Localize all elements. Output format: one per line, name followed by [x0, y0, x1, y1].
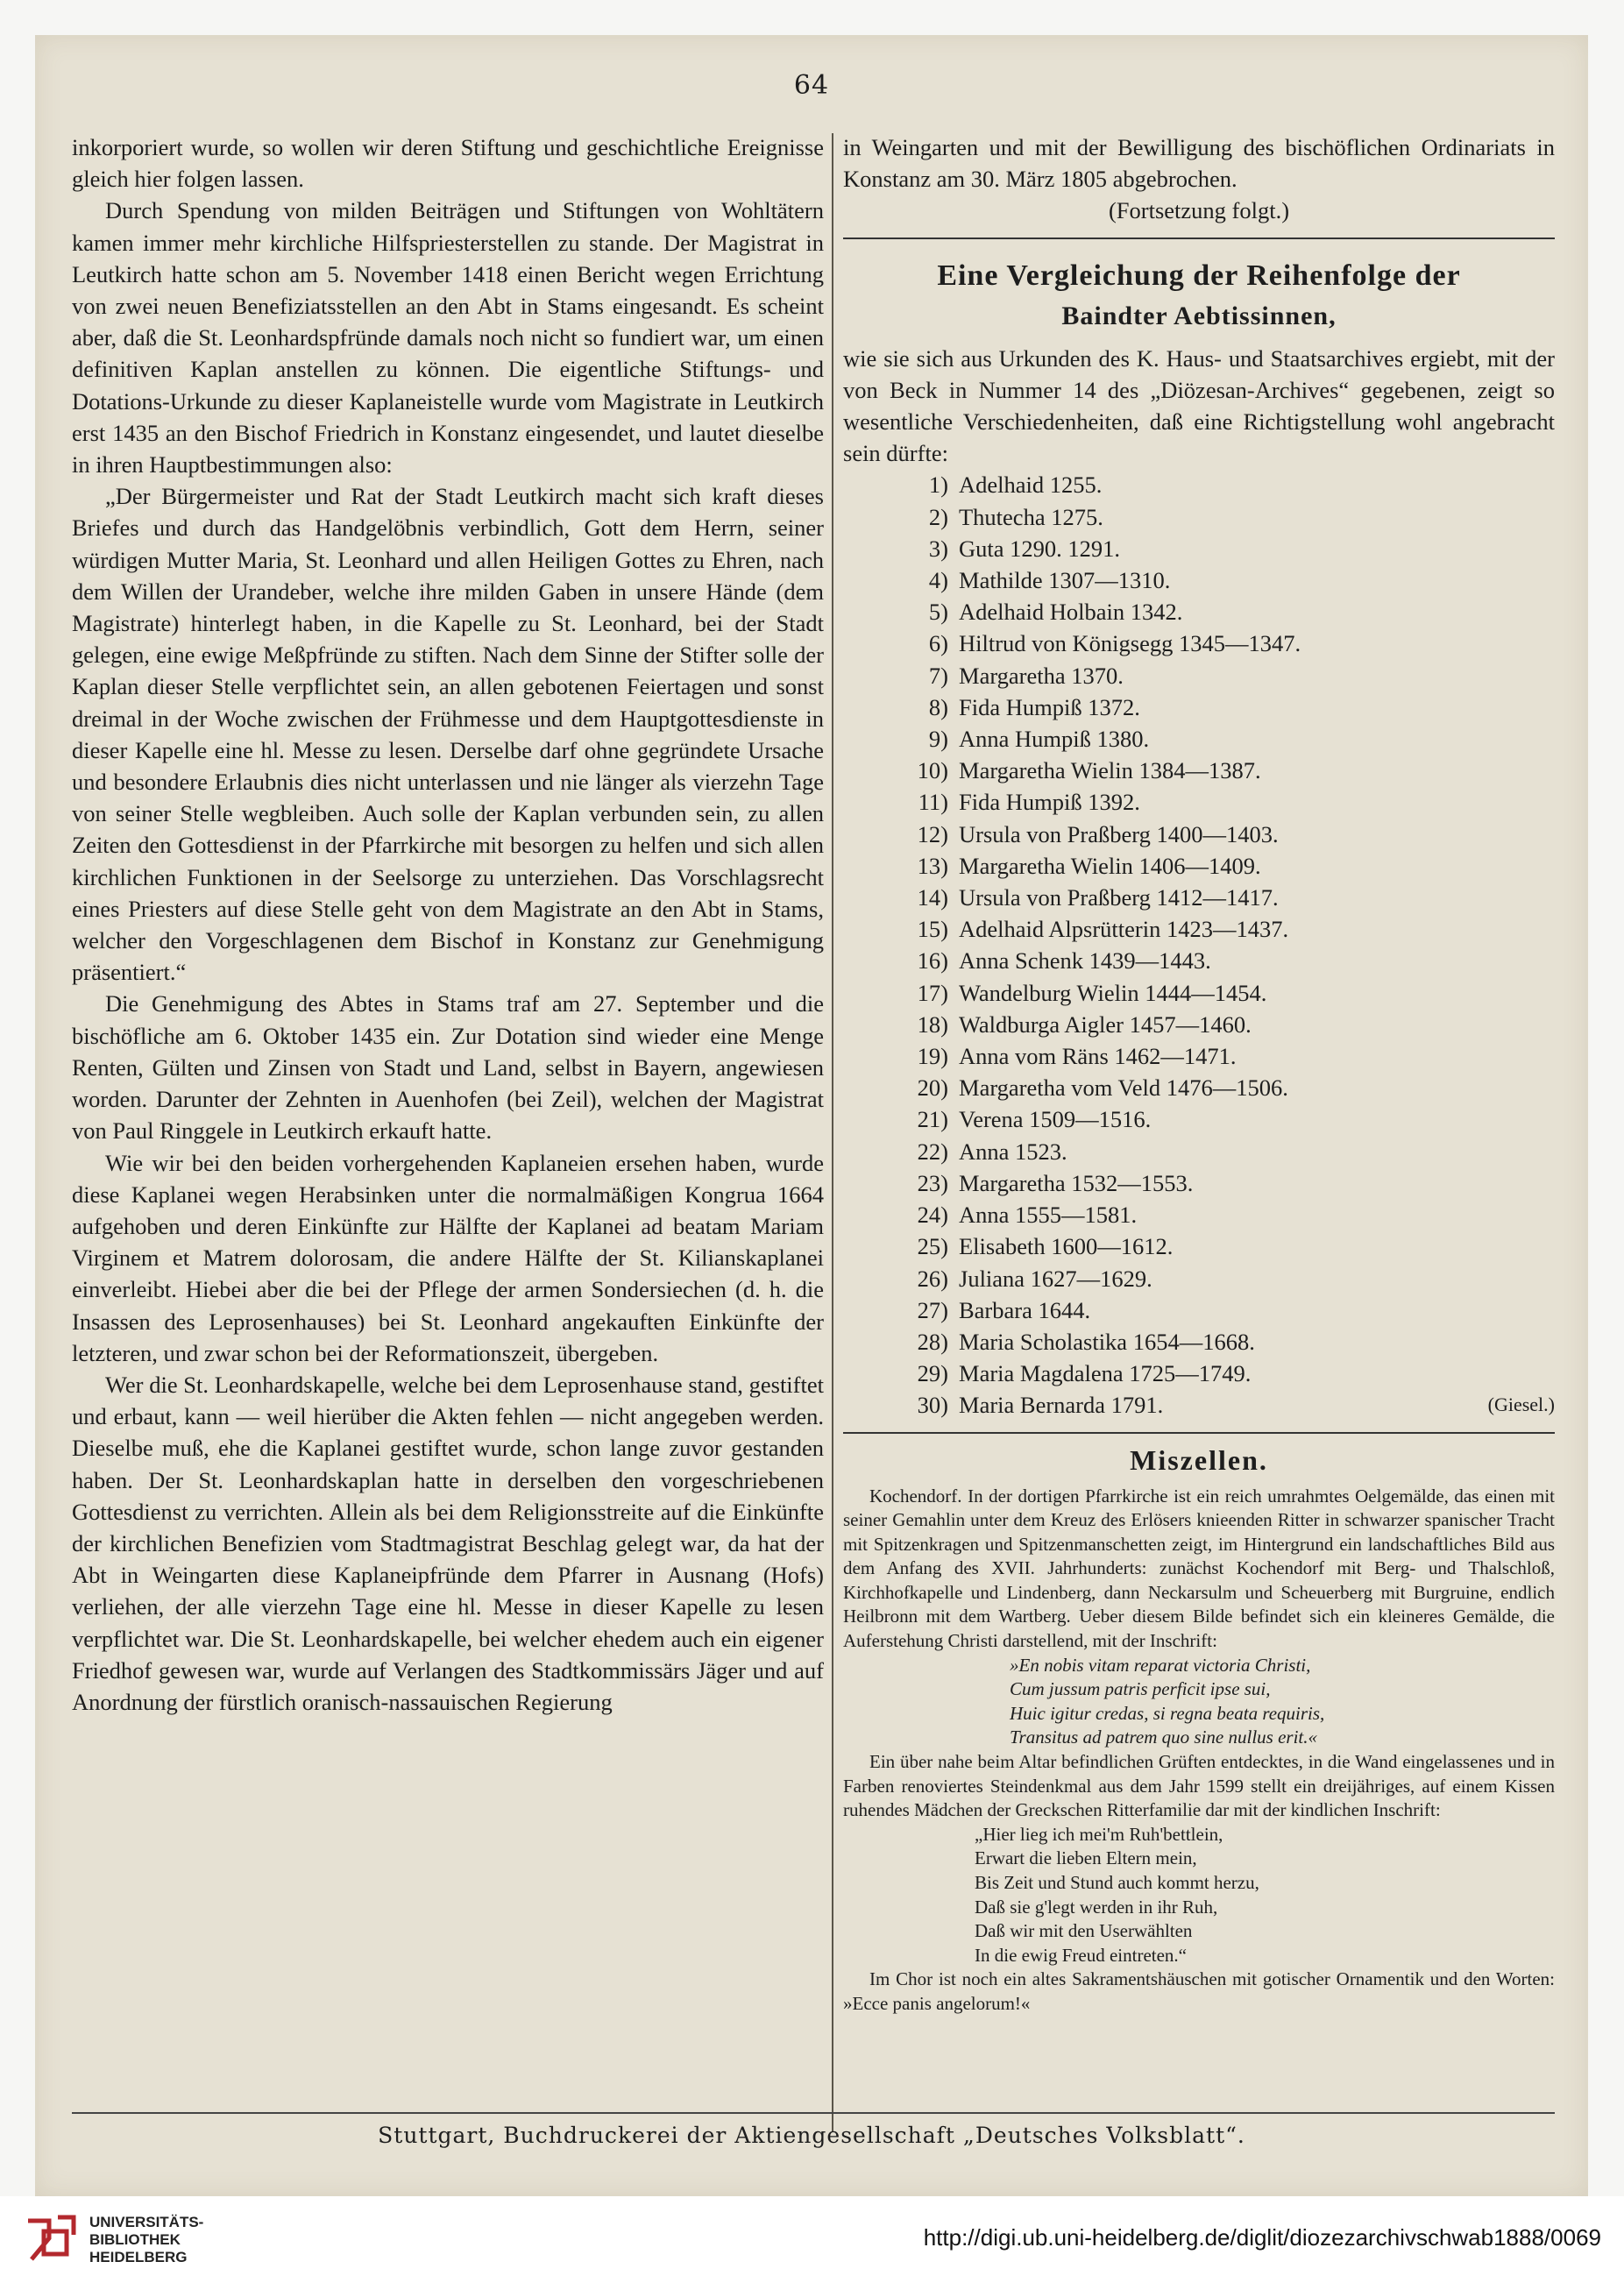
library-name[interactable]	[89, 2214, 203, 2266]
abbess-number: 4)	[928, 567, 948, 594]
library-name-line-2: BIBLIOTHEK	[89, 2231, 181, 2248]
miscellany-paragraph-2: Ein über nahe beim Altar befindlichen Grüften entdecktes, in die Wand eingelassenes und in Farben renoviertes Steindenkmal aus dem Jahr 1599 stellt ein dreijähriges, auf einem Kissen ruhendes Mädchen der Greckschen Ritterfamilie dar mit der kindlichen Inschrift:	[843, 1751, 1555, 1821]
printer-imprint: Stuttgart, Buchdruckerei der Aktiengesellschaft „Deutsches Volksblatt“.	[378, 2123, 1245, 2148]
miscellany-paragraph-3: Im Chor ist noch ein altes Sakramentshäuschen mit gotischer Ornamentik und den Worten: »Ecce panis angelorum!«	[843, 1968, 1555, 2014]
abbess-number: 7)	[928, 662, 948, 689]
left-paragraph-3: „Der Bürgermeister und Rat der Stadt Leutkirch macht sich kraft dieses Briefes und durch das Handgelöbnis verbindlich, Gott dem Herrn, seiner würdigen Mutter Maria, St. Leonhard und allen Heiligen Gottes zu Ehren, nach dem Willen der Urandeber, welche ihre milden Gaben in unsere Hände (dem Magistrate) hinterlegt haben, in die Kapelle zu St. Leonhard, bei der Stadt gelegen, eine ewige Meßpfründe zu stiften. Nach dem Sinne der Stifter solle der Kaplan dieser Stelle verpflichtet sein, an allen gebotenen Feiertagen und sonst dreimal in der Woche zwischen der Frühmesse und dem Hauptgottesdienste in dieser Kapelle eine hl. Messe zu lesen. Derselbe darf ohne gegründete Ursache und besondere Erlaubnis dies nicht unterlassen und nie länger als vierzehn Tage von seiner Stelle wegbleiben. Auch solle der Kaplan verbunden sein, zu allen Zeiten den Gottesdienst in der Pfarrkirche mit besorgen zu helfen und sich allen kirchlichen Funktionen in der Seelsorge zu unterziehen. Das Vorschlagsrecht eines Priesters auf diese Stelle geht von dem Magistrate an den Abt in Stams, welcher den Vorgeschlagenen dem Bischof in Konstanz zur Genehmigung präsentiert.“	[72, 483, 824, 986]
abbess-number: 19)	[917, 1043, 948, 1070]
abbess-number: 8)	[928, 693, 948, 720]
miscellany-paragraph-1: Kochendorf. In der dortigen Pfarrkirche ist ein reich umrahmtes Oelgemälde, das einen mit seiner Gemahlin unter dem Kreuz des Erlösers knieenden Ritter in schwarzer spanischer Tracht mit Spitzenkragen und Spitzenmanschetten zeigt, im Hintergrund ein landschaftliches Bild aus dem Anfang des XVII. Jahrhunderts: zunächst Kochendorf mit Berg- und Thalschloß, Kirchhofkapelle und Lindenberg, dann Neckarsulm und Scheuerberg mit Burgruine, endlich Heilbronn mit dem Wartberg. Ueber diesem Bilde befindet sich ein kleineres Gemälde, die Auferstehung Christi darstellend, mit der Inschrift:	[843, 1485, 1555, 1652]
abbess-entry	[843, 977, 1555, 1009]
abbess-entry	[843, 1294, 1555, 1326]
abbess-number: 21)	[917, 1106, 948, 1133]
abbess-entry	[843, 1167, 1555, 1199]
abbess-name: Anna 1523.	[959, 1138, 1067, 1165]
abbess-number: 29)	[917, 1360, 948, 1387]
abbess-name: Margaretha Wielin 1406—1409.	[959, 852, 1261, 879]
abbess-entry	[843, 1199, 1555, 1230]
abbess-name: Guta 1290. 1291.	[959, 535, 1121, 562]
miscellany-heading: Miszellen.	[1130, 1443, 1268, 1476]
abbess-name: Adelhaid Alpsrütterin 1423—1437.	[959, 916, 1289, 943]
abbess-name: Margaretha 1370.	[959, 662, 1124, 689]
abbess-entry	[843, 913, 1555, 945]
abbess-number: 13)	[917, 852, 948, 879]
abbess-number: 5)	[928, 599, 948, 626]
left-paragraph-2: Durch Spendung von milden Beiträgen und Stiftungen von Wohltätern kamen immer mehr kirchliche Hilfspriesterstellen zu stande. Der Magistrat in Leutkirch hatte schon am 5. November 1418 einen Bericht wegen Errichtung von zwei neuen Benefiziatsstellen an den Abt in Stams eingesandt. Es scheint aber, daß die St. Leonhardspfründe damals noch nicht so fundiert war, um einen definitiven Kaplan anstellen zu können. Die eigentliche Stiftungs- und Dotations-Urkunde zu dieser Kaplaneistelle wurde vom Magistrate in Leutkirch erst 1435 an den Bischof Friedrich in Konstanz eingesendet, und lautet dieselbe in ihren Hauptbestimmungen also:	[72, 197, 824, 479]
abbess-name: Hiltrud von Königsegg 1345—1347.	[959, 630, 1301, 657]
abbess-entry	[843, 1389, 1555, 1421]
abbess-entry	[843, 627, 1555, 659]
abbess-name: Anna 1555—1581.	[959, 1202, 1138, 1229]
abbess-entry	[843, 755, 1555, 786]
abbess-name: Verena 1509—1516.	[959, 1106, 1152, 1133]
abbess-number: 20)	[917, 1074, 948, 1102]
abbess-entry	[843, 691, 1555, 723]
left-column	[72, 131, 824, 2130]
german-verse-line: In die ewig Freud eintreten.“	[975, 1944, 1187, 1966]
library-name-line-3: HEIDELBERG	[89, 2249, 188, 2265]
abbess-number: 2)	[928, 503, 948, 530]
abbess-number: 16)	[917, 947, 948, 975]
abbess-number: 24)	[917, 1202, 948, 1229]
german-verse-line: Daß wir mit den Userwählten	[975, 1920, 1193, 1942]
left-paragraph-5: Wie wir bei den beiden vorhergehenden Kaplaneien ersehen haben, wurde diese Kaplanei wegen Herabsinken unter die normalmäßigen Kongrua 1664 aufgehoben und deren Einkünfte zur Hälfte der Kaplanei ad beatam Mariam Virginem et Matrem dolorosam, die andere Hälfte der St. Kilianskaplanei einverleibt. Hiebei aber die bei der Pflege der armen Sondersiechen (d. h. die Insassen des Leprosenhauses) bei St. Leonhard angekauften Einkünfte der letzteren, und zwar schon bei der Reformationszeit, übergeben.	[72, 1149, 824, 1366]
column-rule	[832, 133, 833, 2131]
german-inscription	[843, 1823, 1555, 1968]
german-verse-line: Daß sie g'legt werden in ihr Ruh,	[975, 1896, 1218, 1918]
library-logo-icon[interactable]	[23, 2212, 79, 2268]
page-number: 64	[793, 70, 830, 101]
abbess-number: 23)	[917, 1169, 948, 1196]
abbess-entry	[843, 469, 1555, 500]
abbess-name: Adelhaid Holbain 1342.	[959, 599, 1183, 626]
footer-rule	[72, 2112, 1555, 2114]
abbess-number: 11)	[918, 789, 948, 816]
abbess-name: Mathilde 1307—1310.	[959, 567, 1171, 594]
abbess-entry	[843, 1263, 1555, 1294]
abbess-name: Ursula von Praßberg 1412—1417.	[959, 884, 1279, 911]
abbess-name: Elisabeth 1600—1612.	[959, 1233, 1174, 1260]
abbess-entry	[843, 1040, 1555, 1072]
german-verse-line: Bis Zeit und Stund auch kommt herzu,	[975, 1872, 1259, 1894]
author-citation: (Giesel.)	[1487, 1393, 1555, 1416]
scanned-page	[35, 35, 1588, 2196]
abbess-number: 25)	[917, 1233, 948, 1260]
abbess-name: Barbara 1644.	[959, 1296, 1091, 1323]
abbess-name: Anna vom Räns 1462—1471.	[959, 1043, 1237, 1070]
abbess-entry	[843, 819, 1555, 850]
abbess-name: Fida Humpiß 1392.	[959, 789, 1140, 816]
library-name-line-1: UNIVERSITÄTS-	[89, 2214, 204, 2230]
abbess-number: 12)	[917, 820, 948, 847]
abbess-number: 9)	[928, 726, 948, 753]
abbess-name: Anna Humpiß 1380.	[959, 726, 1150, 753]
german-verse-line: „Hier lieg ich mei'm Ruh'bettlein,	[975, 1823, 1223, 1845]
latin-inscription	[843, 1654, 1555, 1750]
abbess-name: Anna Schenk 1439—1443.	[959, 947, 1211, 975]
abbess-entry	[843, 660, 1555, 691]
abbess-number: 3)	[928, 535, 948, 562]
article-subheading: Baindter Aebtissinnen,	[1061, 301, 1337, 330]
abbess-number: 17)	[917, 979, 948, 1006]
abbess-entry	[843, 1358, 1555, 1389]
abbess-name: Wandelburg Wielin 1444—1454.	[959, 979, 1267, 1006]
left-paragraph-1: inkorporiert wurde, so wollen wir deren Stiftung und geschichtliche Ereignisse gleich hier folgen lassen.	[72, 134, 824, 193]
section-divider	[843, 238, 1555, 239]
abbess-number: 22)	[917, 1138, 948, 1165]
right-column	[843, 131, 1555, 2130]
abbess-name: Thutecha 1275.	[959, 503, 1103, 530]
abbess-entry	[843, 533, 1555, 564]
abbess-name: Ursula von Praßberg 1400—1403.	[959, 820, 1279, 847]
abbess-name: Fida Humpiß 1372.	[959, 693, 1140, 720]
abbess-number: 14)	[917, 884, 948, 911]
abbess-number: 27)	[917, 1296, 948, 1323]
abbess-number: 28)	[917, 1328, 948, 1355]
abbess-entry	[843, 850, 1555, 882]
abbess-entry	[843, 1072, 1555, 1103]
abbess-name: Margaretha 1532—1553.	[959, 1169, 1194, 1196]
permalink-url[interactable]: http://digi.ub.uni-heidelberg.de/diglit/diozezarchivschwab1888/0069	[923, 2224, 1601, 2251]
abbess-name: Maria Bernarda 1791.	[959, 1392, 1164, 1419]
abbess-number: 26)	[917, 1265, 948, 1292]
latin-verse-line: Transitus ad patrem quo sine nullus erit.«	[1010, 1726, 1318, 1748]
library-footer-bar	[0, 2196, 1624, 2283]
abbess-number: 10)	[917, 757, 948, 784]
abbess-list	[843, 469, 1555, 1421]
abbess-name: Margaretha vom Veld 1476—1506.	[959, 1074, 1288, 1102]
abbess-number: 6)	[928, 630, 948, 657]
abbess-number: 18)	[917, 1010, 948, 1038]
abbess-entry	[843, 501, 1555, 533]
abbess-entry	[843, 723, 1555, 755]
abbess-name: Maria Scholastika 1654—1668.	[959, 1328, 1255, 1355]
article-heading: Eine Vergleichung der Reihenfolge der	[937, 259, 1461, 292]
abbess-name: Waldburga Aigler 1457—1460.	[959, 1010, 1252, 1038]
abbess-entry	[843, 1230, 1555, 1262]
abbess-number: 15)	[917, 916, 948, 943]
left-paragraph-4: Die Genehmigung des Abtes in Stams traf am 27. September und die bischöfliche am 6. Oktober 1435 ein. Zur Dotation sind wieder eine Menge Renten, Gülten und Zinsen von Stadt und Land, selbst in Bayern, angewiesen worden. Darunter der Zehnten in Auenhofen (bei Zeil), welchen der Magistrat von Paul Ringgele in Leutkirch erkauft hatte.	[72, 990, 824, 1145]
abbess-entry	[843, 1136, 1555, 1167]
continuation-text: in Weingarten und mit der Bewilligung des bischöflichen Ordinariats in Konstanz am 30. März 1805 abgebrochen.	[843, 134, 1555, 193]
abbess-name: Margaretha Wielin 1384—1387.	[959, 757, 1261, 784]
abbess-name: Maria Magdalena 1725—1749.	[959, 1360, 1252, 1387]
abbess-name: Juliana 1627—1629.	[959, 1265, 1152, 1292]
abbess-entry	[843, 1009, 1555, 1040]
abbess-name: Adelhaid 1255.	[959, 471, 1103, 499]
abbess-entry	[843, 1103, 1555, 1135]
latin-verse-line: Cum jussum patris perficit ipse sui,	[1010, 1678, 1271, 1700]
abbess-entry	[843, 945, 1555, 976]
abbess-entry	[843, 882, 1555, 913]
left-paragraph-6: Wer die St. Leonhardskapelle, welche bei dem Leprosenhause stand, gestiftet und erbaut, kann — weil hierüber die Akten fehlen — nicht angegeben werden. Dieselbe muß, ehe die Kaplanei gestiftet wurde, schon lange zuvor gestanden haben. Der St. Leonhardskaplan hatte in derselben den vorgeschriebenen Gottesdienst zu verrichten. Allein als bei dem Religionsstreite auf die Einkünfte der kirchlichen Benefizien vom Stadtmagistrat Beschlag gelegt war, da hat der Abt in Weingarten diese Kaplaneipfründe dem Pfarrer in Ausnang (Hofs) verliehen, der alle vierzehn Tage eine hl. Messe in dieser Kapelle zu lesen verpflichtet war. Die St. Leonhardskapelle, bei welcher ehedem auch ein eigener Friedhof gewesen war, wurde auf Verlangen des Stadtkommissärs Jäger und auf Anordnung der fürstlich oranisch-nassauischen Regierung	[72, 1371, 824, 1715]
abbess-number: 1)	[928, 471, 948, 499]
section-divider-2	[843, 1432, 1555, 1434]
abbess-number: 30)	[917, 1392, 948, 1419]
german-verse-line: Erwart die lieben Eltern mein,	[975, 1847, 1197, 1869]
latin-verse-line: Huic igitur credas, si regna beata requiris,	[1010, 1702, 1325, 1724]
abbess-entry	[843, 1326, 1555, 1358]
latin-verse-line: »En nobis vitam reparat victoria Christi,	[1010, 1654, 1311, 1676]
abbess-entry	[843, 596, 1555, 627]
abbess-entry	[843, 564, 1555, 596]
abbess-entry	[843, 786, 1555, 818]
to-be-continued: (Fortsetzung folgt.)	[1108, 197, 1290, 224]
article-intro: wie sie sich aus Urkunden des K. Haus- und Staatsarchives ergiebt, mit der von Beck in Nummer 14 des „Diözesan-Archives“ gegebenen, zeigt so wesentliche Verschiedenheiten, daß eine Richtigstellung wohl angebracht sein dürfte:	[843, 344, 1555, 467]
